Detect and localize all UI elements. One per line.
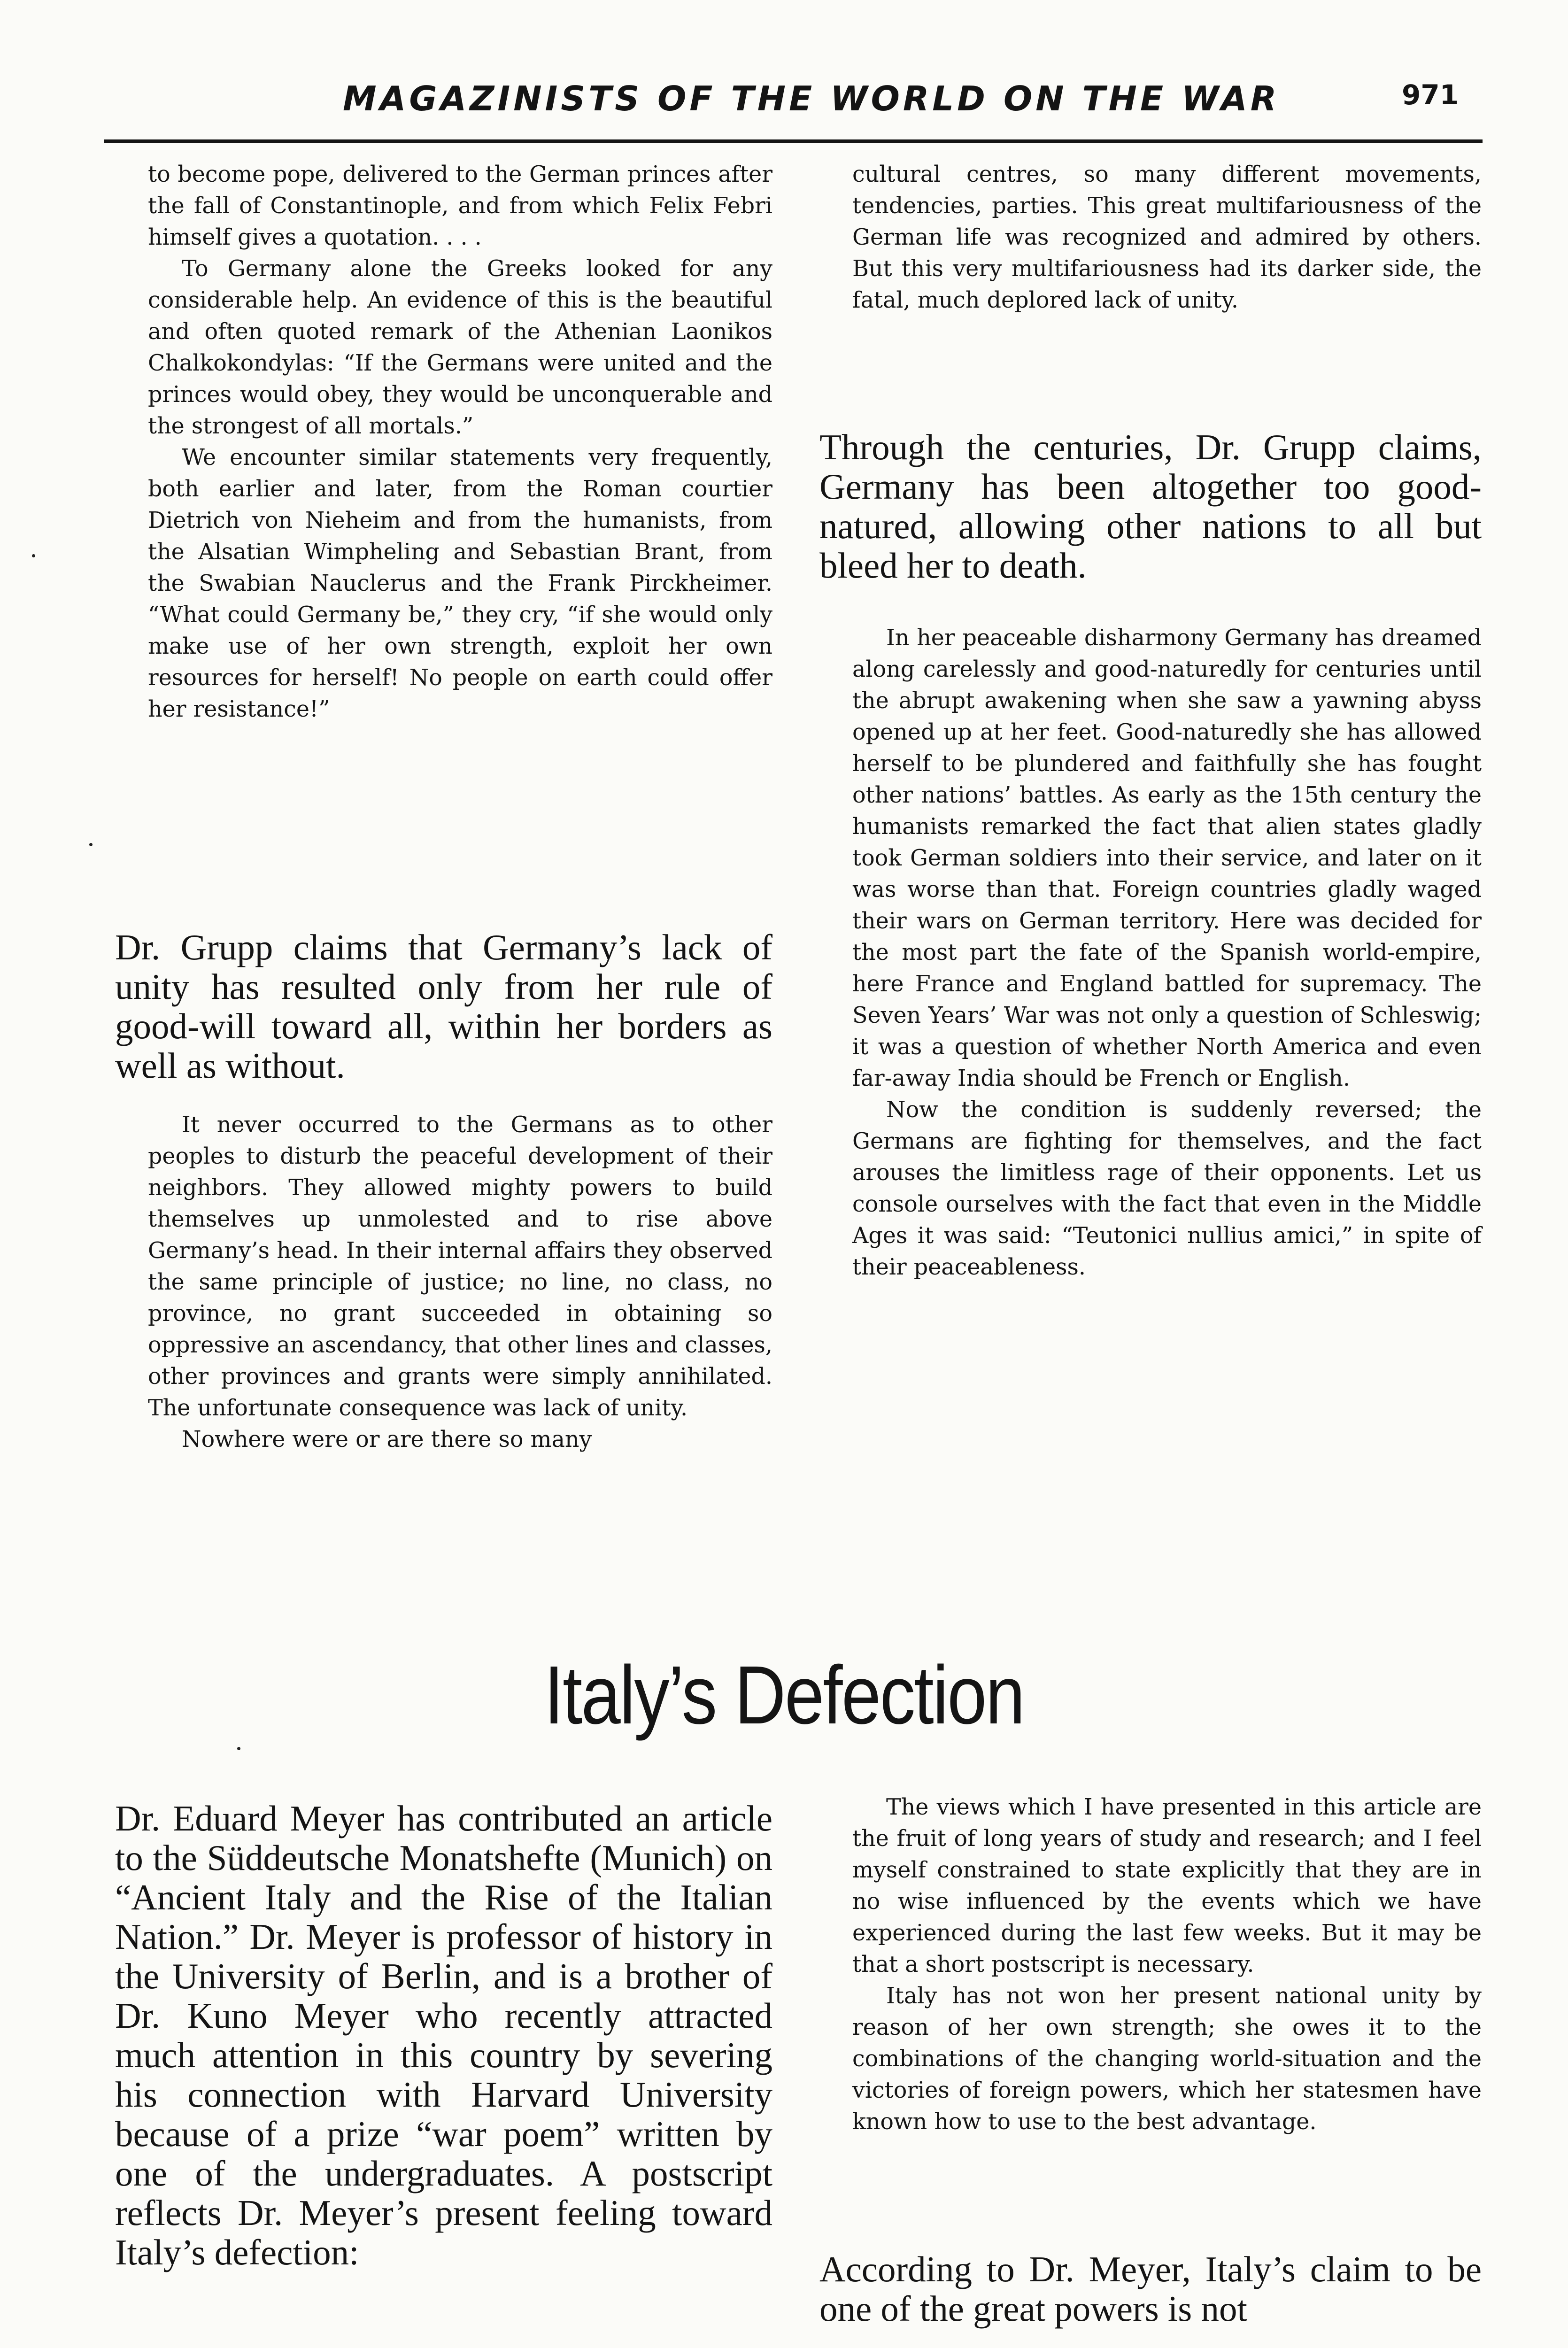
left-quote-para-1: to become pope, delivered to the German princes after the fall of Constantinople, and from which Felix Febri himself gives a quotation. . . . — [148, 162, 772, 250]
right-quote2-para-2: Now the condition is suddenly reversed; the Germans are fighting for themselves, and the fact arouses the limitless rage of their opponents. Let us console ourselves with the fact that even in the Middle Ages it was said: “Teutonici nullius amici,” in spite of their peaceableness. — [852, 1097, 1482, 1280]
section-right-quote-para-1: The views which I have presented in this article are the fruit of long years of study and research; and I feel myself constrained to state explicitly that they are in no wise influenced by the events which we have experienced during the last few weeks. But it may be that a short postscript is necessary. — [852, 1794, 1482, 1977]
page-number: 971 — [1402, 79, 1459, 111]
left-quote-para-2: To Germany alone the Greeks looked for any considerable help. An evidence of this is the beautiful and often quoted remark of the Athenian Laonikos Chalkokondylas: “If the Germans were united and the princes would obey, they would be unconquerable and the strongest of all mortals.” — [148, 256, 772, 439]
right-quote-block-1 — [819, 159, 1482, 316]
running-head-title: MAGAZINISTS OF THE WORLD ON THE WAR — [343, 79, 1280, 118]
left-quote2-para-1: It never occurred to the Germans as to other peoples to disturb the peaceful development of their neighbors. They allowed mighty powers to build themselves up unmolested and to rise above Germany’s head. In their internal affairs they observed the same principle of justice; no line, no class, no province, no grant succeeded in obtaining so oppressive an ascendancy, that other lines and classes, other provinces and grants were simply annihilated. The unfortunate consequence was lack of unity. — [148, 1112, 772, 1421]
left-lead-text: Dr. Grupp claims that Germany’s lack of unity has resulted only from her rule of good-will toward all, within her borders as well as without. — [115, 927, 772, 1086]
right-quote-para-1: cultural centres, so many different movements, tendencies, parties. This great multifariousness of the German life was recognized and admired by others. But this very multifariousness had its darker side, the fatal, much deplored lack of unity. — [852, 162, 1482, 313]
section-left-lead-text: Dr. Eduard Meyer has contributed an article to the Süddeutsche Monatshefte (Munich) on “Ancient Italy and the Rise of the Italian Nation.” Dr. Meyer is professor of history in the University of Berlin, and is a brother of Dr. Kuno Meyer who recently attracted much attention in this country by severing his connection with Harvard University because of a prize “war poem” written by one of the undergraduates. A postscript reflects Dr. Meyer’s present feeling toward Italy’s defection: — [115, 1798, 772, 2272]
right-quote-block-2 — [819, 622, 1482, 1283]
section-right-quote-para-2: Italy has not won her present national unity by reason of her own strength; she owes it to the combinations of the changing world-situation and the victories of foreign powers, which her statesmen have known how to use to the best advantage. — [852, 1983, 1482, 2135]
print-speck — [32, 554, 35, 557]
print-speck — [89, 843, 93, 846]
right-lead-text: Through the centuries, Dr. Grupp claims, Germany has been altogether too good-natured, allowing other nations to all but bleed her to death. — [819, 427, 1482, 586]
section-right-lead-text: According to Dr. Meyer, Italy’s claim to be one of the great powers is not — [819, 2249, 1482, 2329]
left-quote-block-2 — [115, 1109, 772, 1455]
left-quote-block-1 — [115, 159, 772, 725]
print-speck — [237, 1747, 240, 1750]
section-left-lead — [115, 1799, 772, 2272]
left-lead-paragraph — [115, 927, 772, 1085]
section-right-lead — [819, 2249, 1482, 2328]
header-rule — [104, 139, 1483, 143]
section-title: Italy’s Defection — [544, 1649, 1024, 1741]
right-quote2-para-1: In her peaceable disharmony Germany has dreamed along carelessly and good-naturedly for centuries until the abrupt awakening when she saw a yawning abyss opened up at her feet. Good-naturedly she has allowed herself to be plundered and faithfully she has fought other nations’ battles. As early as the 15th century the humanists remarked the fact that alien states gladly took German soldiers into their service, and later on it was worse than that. Foreign countries gladly waged their wars on German territory. Here was decided for the most part the fate of the Spanish world-empire, here France and England battled for supremacy. The Seven Years’ War was not only a question of Schleswig; it was a question of whether North America and even far-away India should be French or English. — [852, 625, 1482, 1091]
left-quote-para-3: We encounter similar statements very frequently, both earlier and later, from the Roman courtier Dietrich von Nieheim and from the humanists, from the Alsatian Wimpheling and Sebastian Brant, from the Swabian Nauclerus and the Frank Pirckheimer. “What could Germany be,” they cry, “if she would only make use of her own strength, exploit her own resources for herself! No people on earth could offer her resistance!” — [148, 445, 772, 722]
left-quote2-para-2: Nowhere were or are there so many — [182, 1427, 592, 1452]
section-right-quote — [819, 1792, 1482, 2138]
right-lead-paragraph — [819, 427, 1482, 585]
